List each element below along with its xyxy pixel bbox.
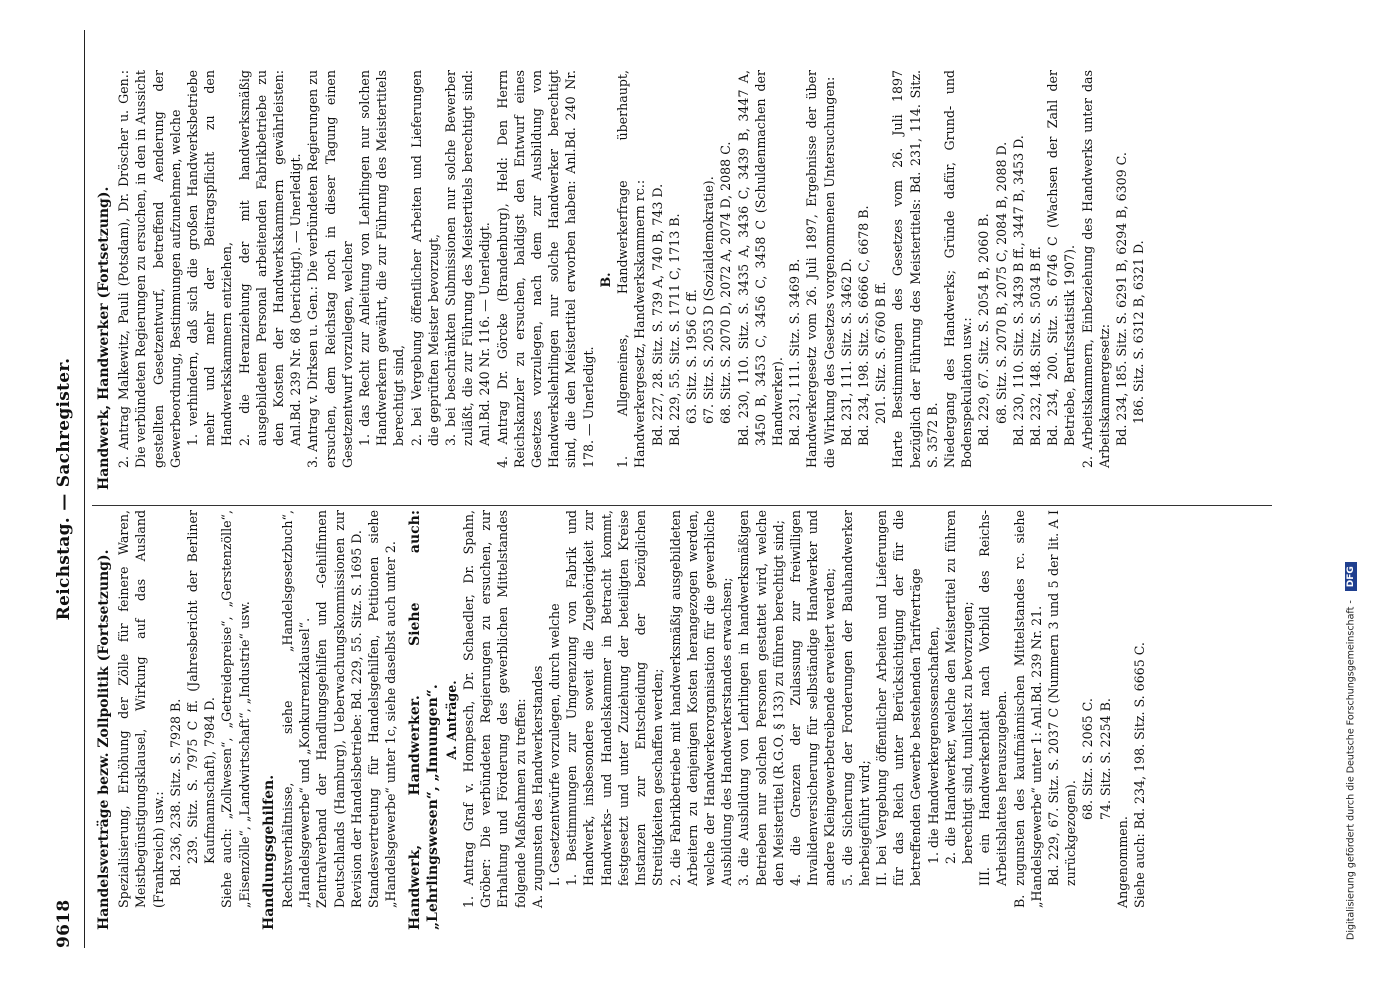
index-line: 3. Antrag v. Dirksen u. Gen.: Die verbündeten Regierungen zu ersuchen, dem Reichstag noch in dieser Tagung einen Gesetzentwurf vorzulegen, welcher xyxy=(305,70,355,468)
index-line: Angenommen. xyxy=(1114,816,1130,908)
index-line: 63. Sitz. S. 1956 C ff. xyxy=(683,289,699,424)
index-line: 3. bei beschränkten Submissionen nur solche Bewerber zuläßt, die zur Führung des Meistertitels berechtigt sind: Anl.Bd. 240 Nr. 116. — Unerledigt. xyxy=(443,70,493,446)
left-column xyxy=(96,510,1148,930)
index-line: Spezialisierung, Erhöhung der Zölle für feinere Waren, Meistbegünstigungsklausel, Wirkung auf das Ausland (Frankreich) usw.: xyxy=(116,510,166,908)
section-label: A. Anträge. xyxy=(443,680,459,760)
index-line: 201. Sitz. S. 6760 B ff. xyxy=(873,281,889,424)
digitization-credit xyxy=(1345,562,1357,940)
index-line: 2. die Fabrikbetriebe mit handwerksmäßig ausgebildeten Arbeitern zu denjenigen Kosten herangezogen werden, welche der Handwerkerorganisation für die gewerbliche Ausbildung des Handwerkerstandes erwachsen; xyxy=(667,510,735,886)
index-line: Rechtsverhältnisse, siehe „Handelsgesetzbuch“, „Handelsgewerbe“ und „Konkurrenzklausel“. xyxy=(280,510,313,908)
index-line: 68. Sitz. S. 2070 B, 2075 C, 2084 B, 2088 D. xyxy=(993,141,1009,424)
index-heading: Handelsverträge bezw. Zollpolitik (Fortsetzung). xyxy=(96,549,112,930)
right-column xyxy=(96,70,1147,490)
index-line: Bd. 227, 28. Sitz. S. 739 A, 740 B, 743 D. xyxy=(649,183,665,446)
credit-text: Digitalisierung gefördert durch die Deutsche Forschungsgemeinschaft - xyxy=(1345,600,1357,940)
index-line: Bd. 229, 55. Sitz. S. 1711 C, 1713 B. xyxy=(666,213,682,446)
index-line: 68. Sitz. S. 2065 C. xyxy=(1080,698,1096,820)
index-line: 68. Sitz. S. 2070 D, 2072 A, 2074 D, 2088 C. xyxy=(718,141,734,424)
index-line: Bd. 231, 111. Sitz. S. 3462 D. xyxy=(838,258,854,446)
index-line: 1. verhindern, daß sich die großen Handwerksbetriebe mehr und mehr der Beitragspflicht zu den Handwerkskammern entziehen, xyxy=(185,70,235,446)
index-line: Siehe auch: Bd. 234, 198. Sitz. S. 6665 C. xyxy=(1131,642,1147,908)
index-line: Bd. 231, 111. Sitz. S. 3469 B. xyxy=(787,258,803,446)
index-line: 2. Antrag Malkewitz, Pauli (Potsdam), Dr. Dröscher u. Gen.: Die verbündeten Regierungen zu ersuchen, in den in Aussicht gestellten Gesetzentwurf, betreffend Aenderung der Gewerbeordnung, Bestimmungen aufzunehmen, welche xyxy=(116,70,183,468)
index-line: Harte Bestimmungen des Gesetzes vom 26. Juli 1897 bezüglich der Führung des Meistertitels: Bd. 231, 114. Sitz. S. 3572 B. xyxy=(890,70,940,468)
index-line: 1. Bestimmungen zur Umgrenzung von Fabrik und Handwerk, insbesondere soweit die Zugehörigkeit zur Handwerks- und Handelskammer in Betracht kommt, festgesetzt und unter Zuziehung der beteiligten Kreise Instanzen zur Entscheidung der bezüglichen Streitigkeiten geschaffen werden; xyxy=(564,510,666,886)
index-line: 2. die Heranziehung der mit handwerksmäßig ausgebildetem Personal arbeitenden Fabrikbetriebe zu den Kosten der Handwerkskammern gewährleisten: Anl.Bd. 239 Nr. 68 (berichtigt). — Unerledigt. xyxy=(236,70,304,446)
index-line: Bd. 232, 148. Sitz. S. 5034 B ff. xyxy=(1027,246,1043,446)
index-line: III. ein Handwerkerblatt nach Vorbild des Reichs-Arbeitsblattes herauszugeben. xyxy=(977,510,1010,886)
index-heading: Handlungsgehilfen. xyxy=(260,774,277,930)
index-line: 74. Sitz. S. 2254 B. xyxy=(1097,698,1113,820)
index-line: II. bei Vergebung öffentlicher Arbeiten und Lieferungen für das Reich unter Berücksichtigung der für die betreffenden Gewerbe bestehenden Tarifverträge xyxy=(873,510,924,886)
running-title: Reichstag. — Sachregister. xyxy=(54,357,74,621)
index-line: Standesvertretung für Handelsgehilfen, Petitionen siehe „Handelsgewerbe“ unter 1c, siehe daselbst auch unter 2. xyxy=(366,510,399,908)
page-number: 9618 xyxy=(54,899,74,948)
index-line: 4. Antrag Dr. Görcke (Brandenburg), Held: Den Herrn Reichskanzler zu ersuchen, baldigst den Entwurf eines Gesetzes vorzulegen, nach dem zur Ausbildung von Handwerkslehrlingen nur solche Handwerker berechtigt sind, die den Meistertitel erworben haben: Anl.Bd. 240 Nr. 178. — Unerledigt. xyxy=(494,70,596,468)
section-label: B. xyxy=(597,272,613,288)
index-line: Bd. 230, 110. Sitz. S. 3439 B ff., 3447 B, 3453 D. xyxy=(1010,135,1026,446)
index-line: 2. bei Vergebung öffentlicher Arbeiten und Lieferungen die geprüften Meister bevorzugt, xyxy=(408,70,441,446)
index-line: Bd. 234, 198. Sitz. S. 6666 C, 6678 B. xyxy=(855,205,871,446)
index-line: 5. die Sicherung der Forderungen der Bauhandwerker herbeigeführt wird; xyxy=(839,510,872,886)
index-line: Siehe auch: „Zollwesen“, „Getreidepreise“, „Gerstenzölle“, „Eisenzölle“, „Landwirtschaft“, „Industrie“ usw. xyxy=(219,510,252,908)
index-line: I. Gesetzentwürfe vorzulegen, durch welche xyxy=(547,603,563,886)
index-line: Bd. 229, 67. Sitz. S. 2037 C (Nummern 3 und 5 der lit. A I zurückgezogen). xyxy=(1045,510,1079,886)
index-line: Handwerkergesetz vom 26. Juli 1897, Ergebnisse der über die Wirkung des Gesetzes vorgenommenen Untersuchungen: xyxy=(804,70,837,468)
index-line: Bd. 230, 110. Sitz. S. 3435 A, 3436 C, 3439 B, 3447 A, 3450 B, 3453 C, 3456 C, 3458 C (Schuldenmachen der Handwerker). xyxy=(735,70,785,446)
index-line: 67. Sitz. S. 2053 D (Sozialdemokratie). xyxy=(701,176,717,424)
index-line: 1. Allgemeines, Handwerkerfrage überhaupt, Handwerkergesetz, Handwerkskammern rc.: xyxy=(615,70,648,468)
index-line: 2. die Handwerker, welche den Meistertitel zu führen berechtigt sind, tunlichst zu bevorzugen; xyxy=(942,510,975,864)
index-line: 1. die Handwerkergenossenschaften, xyxy=(925,626,941,864)
index-line: A. zugunsten des Handwerkerstandes xyxy=(529,665,545,908)
index-line: Zentralverband der Handlungsgehilfen und -Gehilfinnen Deutschlands (Hamburg), Ueberwachungskommissionen zur Revision der Handelsbetriebe: Bd. 229, 55. Sitz. S. 1695 D. xyxy=(314,510,364,908)
header-rule xyxy=(84,30,85,948)
index-heading: Handwerk, Handwerker (Fortsetzung). xyxy=(96,186,112,490)
index-line: Bd. 229, 67. Sitz. S. 2054 B, 2060 B. xyxy=(976,213,992,446)
page-header xyxy=(50,30,80,948)
dfg-logo: DFG xyxy=(1345,562,1357,591)
index-line: 4. die Grenzen der Zulassung zur freiwilligen Invalidenversicherung für selbständige Handwerker und andere Kleingewerbetreibende erweitert werden; xyxy=(787,510,838,886)
index-line: Niedergang des Handwerks; Gründe dafür, Grund- und Bodenspekulation usw.: xyxy=(941,70,975,468)
column-divider xyxy=(92,505,1272,506)
index-line: 3. die Ausbildung von Lehrlingen in handwerksmäßigen Betrieben nur solchen Personen gestattet wird, welche den Meistertitel (R.G.O. § 133) zu führen berechtigt sind; xyxy=(736,510,786,886)
index-line: 239. Sitz. S. 7975 C ff. (Jahresbericht der Berliner Kaufmannschaft), 7984 D. xyxy=(185,510,218,864)
index-line: 186. Sitz. S. 6312 B, 6321 D. xyxy=(1131,240,1147,424)
index-line: 1. das Recht zur Anleitung von Lehrlingen nur solchen Handwerkern gewährt, die zur Führung des Meistertitels berechtigt sind, xyxy=(357,70,407,446)
index-line: 2. Arbeitskammern, Einbeziehung des Handwerks unter das Arbeitskammergesetz: xyxy=(1079,70,1112,468)
index-line: 1. Antrag Graf v. Hompesch, Dr. Schaedler, Dr. Spahn, Gröber: Die verbündeten Regierungen zu ersuchen, zur Erhaltung und Förderung des gewerblichen Mittelstandes folgende Maßnahmen zu treffen: xyxy=(461,510,528,908)
index-line: B. zugunsten des kaufmännischen Mittelstandes rc. siehe „Handelsgewerbe“ unter 1: Anl.Bd. 239 Nr. 21. xyxy=(1011,510,1044,908)
index-line: Bd. 234, 200. Sitz. S. 6746 C (Wachsen der Zahl der Betriebe, Berufsstatistik 1907). xyxy=(1045,70,1078,446)
index-heading: Handwerk, Handwerker. Siehe auch: „Lehrlingswesen“, „Innungen“. xyxy=(407,510,441,930)
index-line: Bd. 234, 185. Sitz. S. 6291 B, 6294 B, 6309 C. xyxy=(1113,152,1129,446)
index-line: Bd. 236, 238. Sitz. S. 7928 B. xyxy=(167,698,183,886)
